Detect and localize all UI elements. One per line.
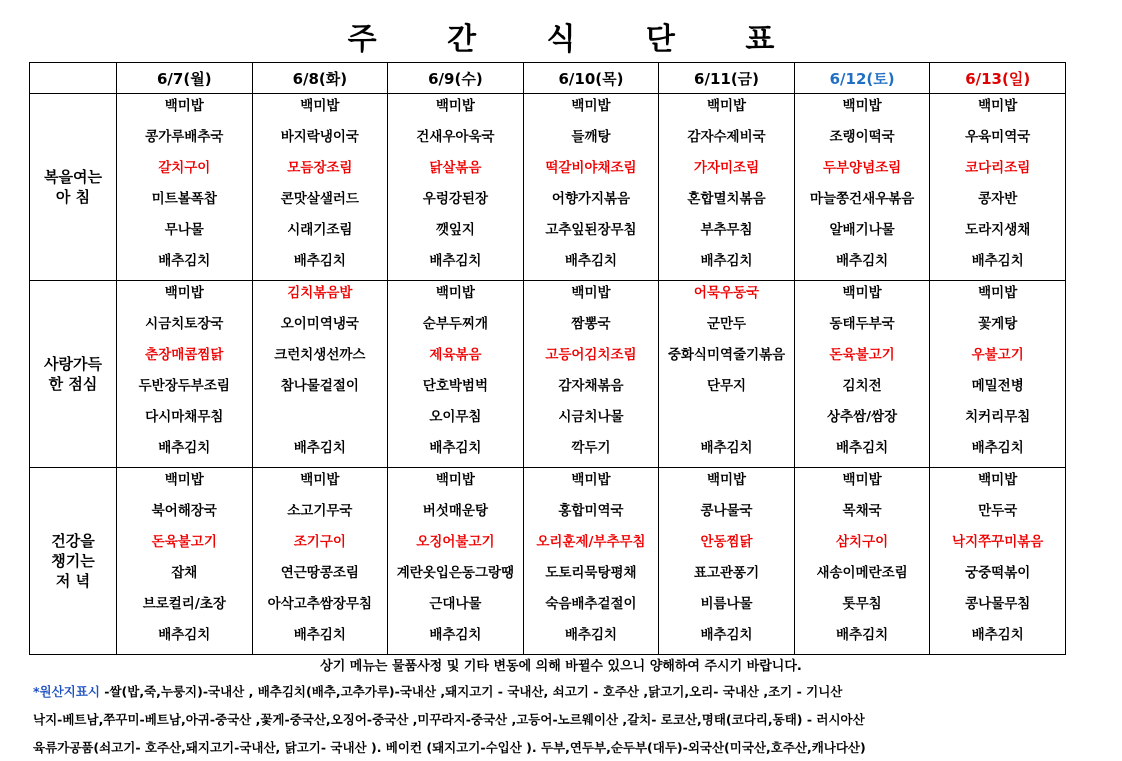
menu-item: 모듬장조림 <box>287 160 353 176</box>
menu-item: 어묵우동국 <box>693 285 760 301</box>
menu-cell <box>388 281 524 468</box>
menu-item: 떡갈비야채조림 <box>545 160 637 176</box>
menu-item: 제육볶음 <box>429 347 482 363</box>
menu-item: 시금치나물 <box>558 409 624 425</box>
menu-item: 알배기나물 <box>829 222 895 238</box>
menu-cell <box>930 281 1066 468</box>
menu-item: 백미밥 <box>164 472 204 488</box>
menu-item: 백미밥 <box>571 98 611 114</box>
menu-item <box>659 405 794 436</box>
menu-cell <box>794 94 930 281</box>
menu-item: 백미밥 <box>435 472 475 488</box>
menu-item: 콩나물무침 <box>965 596 1031 612</box>
menu-item: 백미밥 <box>842 98 882 114</box>
meal-row <box>30 281 1066 468</box>
menu-item: 배추김치 <box>836 627 889 643</box>
menu-cell <box>388 468 524 655</box>
origin-label: *원산지표시 <box>33 684 100 699</box>
menu-item: 두부양념조림 <box>822 160 902 176</box>
menu-cell <box>794 468 930 655</box>
menu-item: 오이미역냉국 <box>280 316 359 332</box>
menu-item: 짬뽕국 <box>571 316 611 332</box>
day-header: 6/8(화) <box>252 63 388 94</box>
menu-cell <box>117 468 253 655</box>
menu-item: 톳무침 <box>842 596 882 612</box>
menu-cell <box>117 281 253 468</box>
meal-label-line: 복을여는 <box>44 168 102 186</box>
meal-label <box>30 468 117 655</box>
menu-item: 콩자반 <box>978 191 1018 207</box>
menu-item: 백미밥 <box>300 98 340 114</box>
menu-item: 배추김치 <box>836 440 889 456</box>
menu-cell <box>930 468 1066 655</box>
origin-line-1 <box>33 682 1113 700</box>
menu-cell <box>388 94 524 281</box>
menu-item: 연근땅콩조림 <box>280 565 359 581</box>
menu-item: 배추김치 <box>293 627 346 643</box>
meal-label-line: 건강을 <box>51 532 95 550</box>
menu-item: 깍두기 <box>571 440 611 456</box>
menu-item: 배추김치 <box>158 440 211 456</box>
menu-item: 우육미역국 <box>965 129 1031 145</box>
menu-item: 다시마채무침 <box>145 409 224 425</box>
meal-label-line: 사랑가득 <box>44 355 102 373</box>
menu-item: 콘맛살샐러드 <box>280 191 359 207</box>
menu-item: 북어해장국 <box>151 503 217 519</box>
menu-cell <box>659 94 795 281</box>
origin-line-2: 낙지-베트남,쭈꾸미-베트남,아귀-중국산 ,꽃게-중국산,오징어-중국산 ,미꾸라지-중국산 ,고등어-노르웨이산 ,갈치- 로코산,명태(코다리,동태) - 러시아산 <box>33 712 865 727</box>
menu-item: 계란옷입은동그랑땡 <box>396 565 515 581</box>
menu-item: 김치볶음밥 <box>287 285 353 301</box>
menu-item: 근대나물 <box>429 596 482 612</box>
menu-item: 표고관퐁기 <box>693 565 760 581</box>
menu-item: 배추김치 <box>158 253 211 269</box>
day-header: 6/7(월) <box>117 63 253 94</box>
menu-item: 닭살볶음 <box>429 160 482 176</box>
menu-item: 꽃게탕 <box>978 316 1018 332</box>
menu-item: 새송이메란조림 <box>816 565 908 581</box>
menu-cell <box>252 94 388 281</box>
meal-row <box>30 94 1066 281</box>
menu-item: 코다리조림 <box>965 160 1031 176</box>
menu-cell <box>252 281 388 468</box>
menu-item: 군만두 <box>706 316 747 332</box>
menu-item: 삼치구이 <box>836 534 889 550</box>
meal-label <box>30 94 117 281</box>
menu-item: 배추김치 <box>429 627 482 643</box>
day-header: 6/11(금) <box>659 63 795 94</box>
menu-item: 돈육불고기 <box>151 534 217 550</box>
origin-text-1: -쌀(밥,죽,누룽지)-국내산 , 배추김치(배추,고추가루)-국내산 ,돼지고기 - 국내산, 쇠고기 - 호주산 ,닭고기,오리- 국내산 ,조기 - 기니산 <box>99 684 843 699</box>
menu-item: 혼합멸치볶음 <box>687 191 766 207</box>
menu-item: 백미밥 <box>435 285 475 301</box>
menu-item: 백미밥 <box>706 98 747 114</box>
menu-item: 우렁강된장 <box>422 191 489 207</box>
menu-item: 백미밥 <box>435 98 475 114</box>
meal-label-line: 저 녁 <box>55 572 91 590</box>
menu-item: 단무지 <box>706 378 747 394</box>
menu-item: 배추김치 <box>700 253 753 269</box>
menu-item: 마늘쫑건새우볶음 <box>809 191 915 207</box>
menu-item: 오이무침 <box>429 409 482 425</box>
page-title: 주 간 식 단 표 <box>347 22 805 57</box>
menu-item: 어향가지볶음 <box>551 191 631 207</box>
meal-row <box>30 468 1066 655</box>
menu-item: 중화식미역줄기볶음 <box>667 347 786 363</box>
menu-item: 백미밥 <box>978 472 1018 488</box>
menu-item: 치커리무침 <box>965 409 1031 425</box>
menu-item: 숙음배추겉절이 <box>545 596 637 612</box>
menu-item: 잡채 <box>171 565 198 581</box>
menu-item: 시래기조림 <box>287 222 353 238</box>
menu-item: 메밀전병 <box>971 378 1024 394</box>
menu-cell <box>252 468 388 655</box>
menu-item: 홍합미역국 <box>558 503 624 519</box>
menu-item: 감자채볶음 <box>558 378 624 394</box>
menu-item: 배추김치 <box>971 253 1024 269</box>
menu-item: 감자수제비국 <box>687 129 766 145</box>
menu-item: 낙지쭈꾸미볶음 <box>952 534 1044 550</box>
menu-item: 배추김치 <box>564 627 618 643</box>
menu-cell <box>523 468 659 655</box>
menu-item: 아삭고추쌈장무침 <box>267 596 372 612</box>
menu-item: 백미밥 <box>842 285 882 301</box>
meal-label-line: 챙기는 <box>51 552 95 570</box>
menu-cell <box>523 94 659 281</box>
menu-item: 두반장두부조림 <box>138 378 230 394</box>
menu-cell <box>794 281 930 468</box>
menu-item: 궁중떡볶이 <box>965 565 1031 581</box>
menu-item: 깻잎지 <box>435 222 475 238</box>
menu-item: 버섯매운탕 <box>422 503 489 519</box>
menu-item: 배추김치 <box>836 253 889 269</box>
menu-item: 배추김치 <box>700 440 753 456</box>
menu-item: 배추김치 <box>564 253 618 269</box>
menu-item: 무나물 <box>164 222 204 238</box>
menu-item: 배추김치 <box>429 253 482 269</box>
menu-item: 상추쌈/쌈장 <box>827 409 898 425</box>
menu-item: 백미밥 <box>164 285 204 301</box>
menu-body <box>30 94 1066 655</box>
menu-item: 김치전 <box>842 378 882 394</box>
menu-item: 브로컬리/초장 <box>142 596 226 612</box>
menu-item: 순부두찌개 <box>422 316 489 332</box>
menu-item: 동태두부국 <box>829 316 895 332</box>
header-corner <box>30 63 117 94</box>
meal-label <box>30 281 117 468</box>
notice-text: 상기 메뉴는 물품사정 및 기타 변동에 의해 바뀔수 있으니 양해하여 주시기 바랍니다. <box>320 659 802 674</box>
menu-item: 비름나물 <box>700 596 753 612</box>
menu-item: 백미밥 <box>571 472 611 488</box>
day-header-saturday: 6/12(토) <box>794 63 930 94</box>
menu-item: 콩가루배추국 <box>145 129 224 145</box>
menu-item: 배추김치 <box>971 440 1024 456</box>
menu-item: 배추김치 <box>429 440 482 456</box>
menu-item: 소고기무국 <box>287 503 353 519</box>
menu-item: 오징어불고기 <box>416 534 495 550</box>
menu-item: 배추김치 <box>971 627 1024 643</box>
menu-item: 시금치토장국 <box>145 316 224 332</box>
menu-item: 배추김치 <box>293 440 346 456</box>
day-header-sunday: 6/13(일) <box>930 63 1066 94</box>
menu-item: 부추무침 <box>700 222 753 238</box>
menu-item: 참나물겉절이 <box>280 378 359 394</box>
menu-item: 오리훈제/부추무침 <box>536 534 646 550</box>
origin-line-3: 육류가공품(쇠고기- 호주산,돼지고기-국내산, 닭고기- 국내산 ). 베이컨 (돼지고기-수입산 ). 두부,연두부,순두부(대두)-외국산(미국산,호주산,캐나다산) <box>33 740 866 755</box>
header-row <box>30 63 1066 94</box>
menu-item: 도토리묵탕평채 <box>545 565 637 581</box>
menu-item: 조랭이떡국 <box>829 129 895 145</box>
menu-item: 조기구이 <box>293 534 346 550</box>
menu-item: 백미밥 <box>571 285 611 301</box>
menu-item: 배추김치 <box>293 253 346 269</box>
menu-item: 가자미조림 <box>693 160 760 176</box>
menu-item: 미트볼폭찹 <box>151 191 217 207</box>
menu-item: 들깨탕 <box>571 129 611 145</box>
menu-item: 백미밥 <box>978 98 1018 114</box>
menu-item: 돈육불고기 <box>829 347 895 363</box>
menu-item: 콩나물국 <box>700 503 753 519</box>
menu-item: 바지락냉이국 <box>280 129 359 145</box>
menu-cell <box>659 468 795 655</box>
weekly-menu-table <box>29 62 1066 655</box>
menu-cell <box>117 94 253 281</box>
menu-item: 배추김치 <box>700 627 753 643</box>
menu-item: 춘장매콤찜닭 <box>145 347 224 363</box>
menu-item: 고추잎된장무침 <box>545 222 637 238</box>
menu-item <box>253 405 388 436</box>
menu-item: 안동찜닭 <box>700 534 753 550</box>
menu-item: 고등어김치조림 <box>545 347 637 363</box>
menu-cell <box>523 281 659 468</box>
menu-item: 백미밥 <box>842 472 882 488</box>
menu-item: 백미밥 <box>300 472 340 488</box>
menu-item: 단호박범벅 <box>422 378 489 394</box>
menu-item: 목채국 <box>842 503 882 519</box>
menu-item: 우불고기 <box>971 347 1024 363</box>
meal-label-line: 아 침 <box>55 188 91 206</box>
menu-item: 백미밥 <box>706 472 747 488</box>
menu-item: 배추김치 <box>158 627 211 643</box>
meal-label-line: 한 점심 <box>48 375 98 393</box>
day-header: 6/9(수) <box>388 63 524 94</box>
menu-item: 갈치구이 <box>158 160 211 176</box>
menu-cell <box>659 281 795 468</box>
menu-item: 건새우아욱국 <box>416 129 495 145</box>
menu-item: 도라지생채 <box>965 222 1031 238</box>
menu-cell <box>930 94 1066 281</box>
menu-item: 백미밥 <box>978 285 1018 301</box>
menu-item: 백미밥 <box>164 98 204 114</box>
day-header: 6/10(목) <box>523 63 659 94</box>
menu-item: 크런치생선까스 <box>274 347 366 363</box>
menu-item: 만두국 <box>978 503 1018 519</box>
